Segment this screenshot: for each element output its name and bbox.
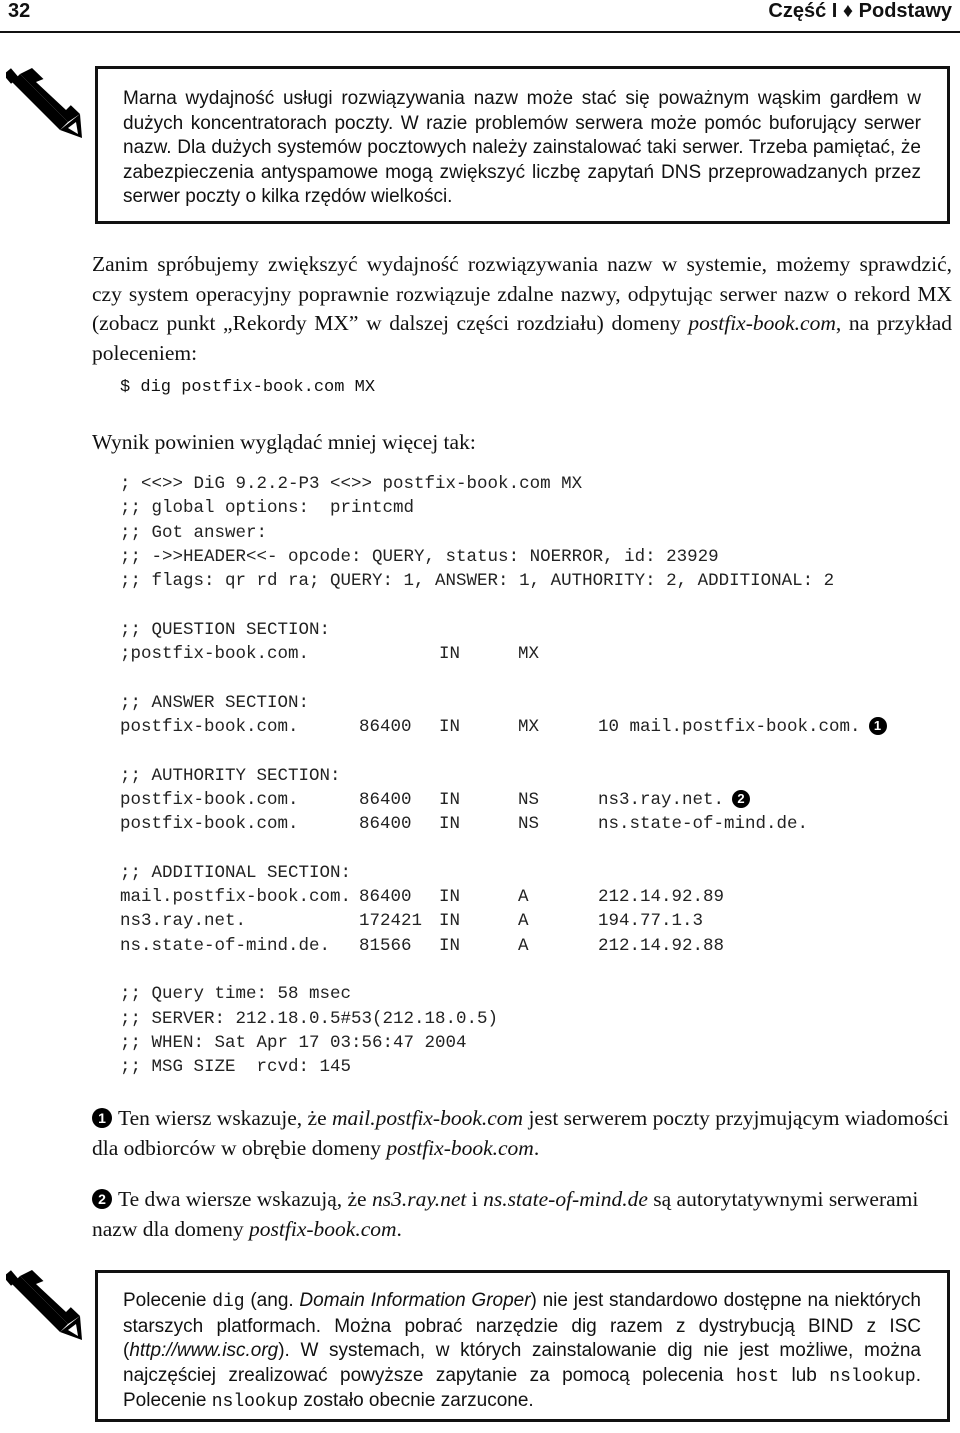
intro-text: Zanim spróbujemy zwiększyć wydajność rozwiązywania nazw w systemie, możemy sprawdzić, czy system operacyjny poprawnie rozwiązuje zdalne nazwy, odpytując serwer nazw o rekord MX (zobacz punkt „Rekordy MX” w dalszej części rozdziału) domeny (92, 252, 952, 335)
answer-section-label: ;; ANSWER SECTION: (120, 692, 310, 713)
page-header (0, 0, 960, 32)
cell: MX (518, 644, 540, 665)
cell: MX (518, 716, 540, 737)
cell: IN (439, 911, 461, 932)
cell: 86400 (359, 789, 412, 810)
intro-text-end: , na przykład poleceniem: (92, 311, 953, 365)
output-line: ;; WHEN: Sat Apr 17 03:56:47 2004 (120, 1032, 467, 1053)
fn-text: są autorytatywnymi serwerami nazw dla domeny (92, 1187, 919, 1241)
marker-1-icon: 1 (92, 1108, 112, 1128)
result-intro: Wynik powinien wyglądać mniej więcej tak: (92, 430, 476, 454)
cell: mail.postfix-book.com. (120, 887, 352, 908)
fn-host: ns.state-of-mind.de (483, 1187, 648, 1211)
output-line: ;; ->>HEADER<<- opcode: QUERY, status: NOERROR, id: 23929 (120, 546, 719, 567)
cell: 194.77.1.3 (598, 911, 704, 932)
cell: ns.state-of-mind.de. (120, 935, 331, 956)
table-row (120, 909, 724, 933)
cell (598, 788, 808, 812)
footnote-2 (92, 1185, 952, 1244)
marker-2-icon: 2 (732, 790, 750, 808)
output-line: ;; Query time: 58 msec (120, 984, 352, 1005)
pencil-note-icon (6, 68, 84, 140)
answer-table (120, 715, 887, 739)
fn-text: Te dwa wiersze wskazują, że (118, 1187, 372, 1211)
marker-1-icon: 1 (869, 717, 887, 735)
marker-2-icon: 2 (92, 1189, 112, 1209)
cell: 81566 (359, 935, 412, 956)
intro-paragraph (92, 250, 952, 368)
output-line: ;; Got answer: (120, 522, 268, 543)
table-row (120, 934, 724, 958)
question-table (120, 642, 598, 666)
additional-section-label: ;; ADDITIONAL SECTION: (120, 862, 352, 883)
cell: 86400 (359, 814, 412, 835)
note-box-dig-availability (95, 1270, 950, 1422)
fn-text: jest serwerem poczty przyjmującym wiadomości dla odbiorców w obrębie domeny (92, 1106, 949, 1160)
cell: A (518, 887, 529, 908)
cell: IN (439, 789, 461, 810)
cell: IN (439, 887, 461, 908)
cell: IN (439, 716, 461, 737)
cell: IN (439, 935, 461, 956)
note-fragment: ) nie jest standardowo dostępne na niektórych starszych platformach. Można pobrać narzędzie dig razem z dystrybucją BIND z ISC ( (123, 1290, 921, 1361)
cell: 172421 (359, 911, 423, 932)
cell: IN (439, 814, 461, 835)
cell: postfix-book.com. (120, 716, 299, 737)
fn-host: ns3.ray.net (371, 1187, 467, 1211)
cell: ;postfix-book.com. (120, 644, 310, 665)
cell (359, 642, 439, 666)
note-fragment: zostało obecnie zarzucone. (298, 1390, 534, 1411)
table-row (120, 715, 887, 739)
note-fragment: Polecenie (123, 1290, 213, 1311)
cell: ns.state-of-mind.de. (598, 814, 809, 835)
fn-text: Ten wiersz wskazuje, że (118, 1106, 332, 1130)
fn-domain: postfix-book.com (386, 1135, 534, 1160)
table-row (120, 885, 724, 909)
footnote-1 (92, 1104, 952, 1163)
additional-table (120, 885, 724, 958)
code-dig: dig (212, 1292, 245, 1312)
dig-output (120, 472, 920, 1079)
fn-host: mail.postfix-book.com (332, 1106, 524, 1130)
note-fragment: (ang. (244, 1290, 300, 1311)
code-nslookup: nslookup (829, 1366, 916, 1387)
output-line: ;; global options: printcmd (120, 498, 415, 519)
cell: NS (518, 789, 540, 810)
code-host: host (735, 1366, 780, 1387)
cell: 86400 (359, 887, 412, 908)
table-row (120, 788, 808, 812)
note-fragment: ). W systemach, w których zainstalowanie dig nie jest możliwe, można najczęściej zrealizować powyższe zapytanie za pomocą polecenia (123, 1340, 921, 1386)
note-box-dns-performance (95, 66, 950, 224)
output-line: ;; MSG SIZE rcvd: 145 (120, 1057, 352, 1078)
question-section-label: ;; QUESTION SECTION: (120, 619, 331, 640)
table-row (120, 642, 598, 666)
note-expansion: Domain Information Groper (299, 1290, 531, 1311)
header-rule (0, 31, 960, 33)
fn-domain: postfix-book.com (249, 1216, 397, 1241)
fn-text: i (466, 1187, 484, 1211)
fn-text: . (533, 1135, 540, 1160)
fn-text: . (396, 1216, 402, 1241)
cell: 212.14.92.88 (598, 935, 725, 956)
note-text: Marna wydajność usługi rozwiązywania nazw może stać się poważnym wąskim gardłem w dużych koncentratorach poczty. W razie problemów serwera może pomóc buforujący serwer nazw. Dla dużych systemów pocztowych należy zainstalować taki serwer. Trzeba pamiętać, że zabezpieczenia antyspamowe mogą zwiększyć liczbę zapytań DNS przeprowadzanych przez serwer poczty o kilka rzędów wielkości. (123, 88, 921, 207)
isc-link: http://www.isc.org (129, 1340, 279, 1361)
authority-table (120, 788, 808, 837)
table-row (120, 812, 808, 836)
cell: postfix-book.com. (120, 814, 299, 835)
code-nslookup: nslookup (211, 1392, 299, 1412)
note-text (123, 1289, 921, 1415)
cell-text: 10 mail.postfix-book.com. (598, 716, 861, 737)
cell: 86400 (359, 716, 412, 737)
authority-section-label: ;; AUTHORITY SECTION: (120, 765, 341, 786)
cell: A (518, 911, 529, 932)
intro-domain: postfix-book.com (688, 311, 836, 335)
cell: postfix-book.com. (120, 789, 299, 810)
cell: A (518, 935, 529, 956)
output-line: ;; flags: qr rd ra; QUERY: 1, ANSWER: 1, AUTHORITY: 2, ADDITIONAL: 2 (120, 571, 835, 592)
cell: NS (518, 814, 540, 835)
note-fragment: lub (779, 1364, 830, 1386)
dig-command: $ dig postfix-book.com MX (120, 378, 376, 397)
cell (598, 715, 887, 739)
cell: 212.14.92.89 (598, 887, 725, 908)
running-title: Część I ♦ Podstawy (768, 0, 952, 22)
page-number: 32 (8, 0, 31, 22)
note-fragment: . Polecenie (123, 1364, 921, 1411)
pencil-note-icon (6, 1270, 84, 1342)
output-line: ; <<>> DiG 9.2.2-P3 <<>> postfix-book.com MX (120, 474, 583, 494)
cell-text: ns3.ray.net. (598, 789, 725, 810)
output-line: ;; SERVER: 212.18.0.5#53(212.18.0.5) (120, 1008, 499, 1029)
cell: IN (439, 644, 461, 665)
cell: ns3.ray.net. (120, 911, 247, 932)
